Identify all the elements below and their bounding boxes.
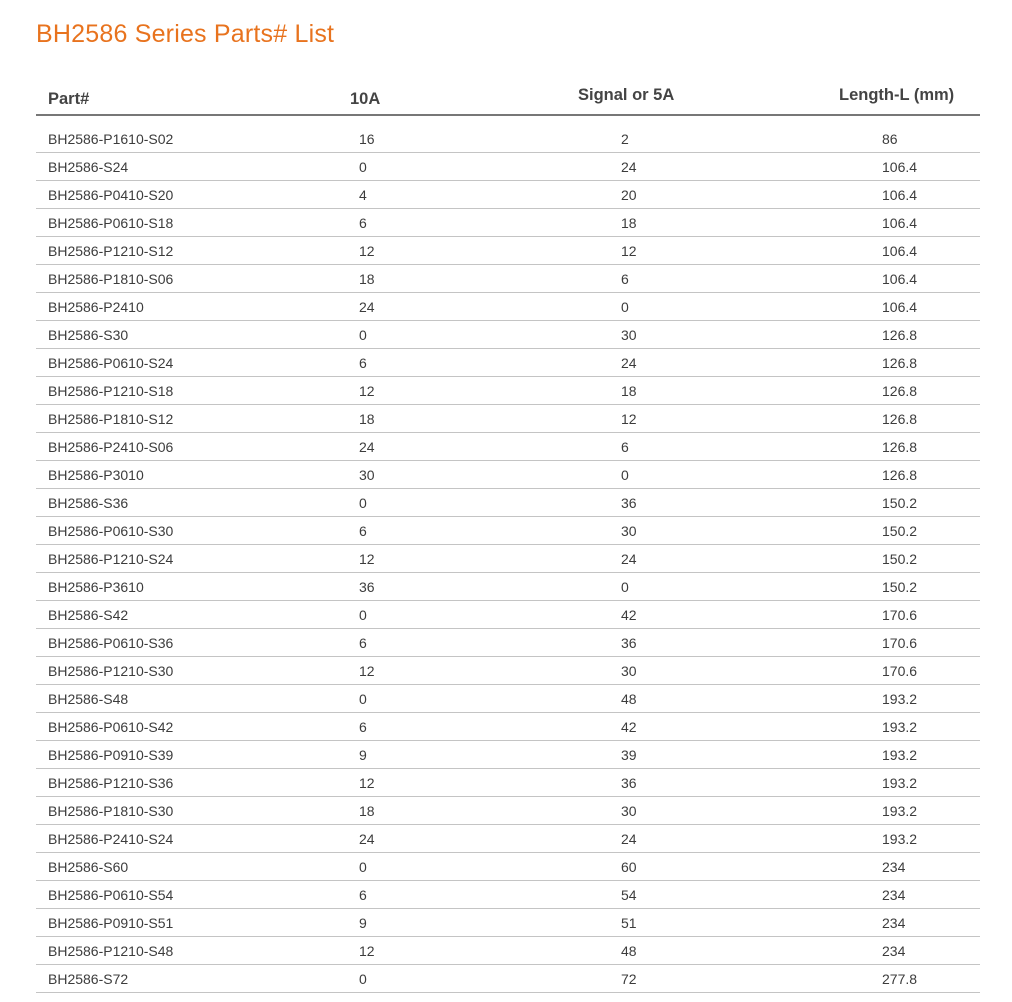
length-cell: 106.4 bbox=[882, 243, 918, 259]
part-number-cell: BH2586-P1210-S48 bbox=[48, 943, 174, 959]
length-cell: 170.6 bbox=[882, 663, 918, 679]
length-cell: 193.2 bbox=[882, 831, 918, 847]
table-row bbox=[36, 209, 980, 237]
length-cell: 277.8 bbox=[882, 971, 918, 987]
count-10a-cell: 6 bbox=[359, 215, 367, 231]
count-signal-cell: 6 bbox=[621, 439, 629, 455]
part-number-cell: BH2586-P1810-S12 bbox=[48, 411, 174, 427]
length-cell: 193.2 bbox=[882, 775, 918, 791]
length-cell: 234 bbox=[882, 943, 906, 959]
table-row bbox=[36, 881, 980, 909]
part-number-cell: BH2586-P0910-S39 bbox=[48, 747, 174, 763]
count-signal-cell: 39 bbox=[621, 747, 637, 763]
part-number-cell: BH2586-P3610 bbox=[48, 579, 144, 595]
count-10a-cell: 6 bbox=[359, 719, 367, 735]
length-cell: 193.2 bbox=[882, 747, 918, 763]
count-10a-cell: 0 bbox=[359, 971, 367, 987]
part-number-cell: BH2586-P1610-S02 bbox=[48, 131, 174, 147]
count-signal-cell: 48 bbox=[621, 943, 637, 959]
count-signal-cell: 42 bbox=[621, 719, 637, 735]
length-cell: 106.4 bbox=[882, 187, 918, 203]
part-number-cell: BH2586-P1210-S36 bbox=[48, 775, 174, 791]
part-number-cell: BH2586-P0910-S51 bbox=[48, 915, 174, 931]
length-cell: 126.8 bbox=[882, 439, 918, 455]
table-row bbox=[36, 125, 980, 153]
count-signal-cell: 48 bbox=[621, 691, 637, 707]
length-cell: 126.8 bbox=[882, 383, 918, 399]
part-number-cell: BH2586-P1810-S06 bbox=[48, 271, 174, 287]
table-row bbox=[36, 601, 980, 629]
length-cell: 150.2 bbox=[882, 579, 918, 595]
count-10a-cell: 12 bbox=[359, 775, 375, 791]
count-10a-cell: 16 bbox=[359, 131, 375, 147]
count-10a-cell: 9 bbox=[359, 915, 367, 931]
count-signal-cell: 60 bbox=[621, 859, 637, 875]
length-cell: 126.8 bbox=[882, 467, 918, 483]
part-number-cell: BH2586-S30 bbox=[48, 327, 129, 343]
part-number-cell: BH2586-P1210-S12 bbox=[48, 243, 174, 259]
count-signal-cell: 51 bbox=[621, 915, 637, 931]
count-signal-cell: 54 bbox=[621, 887, 637, 903]
table-body bbox=[36, 125, 980, 993]
part-number-cell: BH2586-P2410-S06 bbox=[48, 439, 174, 455]
table-row bbox=[36, 685, 980, 713]
length-cell: 106.4 bbox=[882, 159, 918, 175]
part-number-cell: BH2586-P1810-S30 bbox=[48, 803, 174, 819]
length-cell: 106.4 bbox=[882, 271, 918, 287]
length-cell: 106.4 bbox=[882, 215, 918, 231]
part-number-cell: BH2586-P1210-S18 bbox=[48, 383, 174, 399]
count-signal-cell: 18 bbox=[621, 215, 637, 231]
count-signal-cell: 0 bbox=[621, 299, 629, 315]
count-10a-cell: 36 bbox=[359, 579, 375, 595]
count-10a-cell: 18 bbox=[359, 271, 375, 287]
count-10a-cell: 0 bbox=[359, 607, 367, 623]
table-row bbox=[36, 489, 980, 517]
count-10a-cell: 12 bbox=[359, 551, 375, 567]
count-signal-cell: 24 bbox=[621, 159, 637, 175]
part-number-cell: BH2586-P2410 bbox=[48, 299, 144, 315]
length-cell: 170.6 bbox=[882, 635, 918, 651]
table-row bbox=[36, 461, 980, 489]
length-cell: 234 bbox=[882, 915, 906, 931]
count-signal-cell: 42 bbox=[621, 607, 637, 623]
part-number-cell: BH2586-P1210-S30 bbox=[48, 663, 174, 679]
table-row bbox=[36, 713, 980, 741]
count-signal-cell: 24 bbox=[621, 551, 637, 567]
count-signal-cell: 30 bbox=[621, 663, 637, 679]
table-row bbox=[36, 937, 980, 965]
table-row bbox=[36, 629, 980, 657]
count-signal-cell: 12 bbox=[621, 411, 637, 427]
count-10a-cell: 18 bbox=[359, 803, 375, 819]
count-10a-cell: 6 bbox=[359, 635, 367, 651]
count-signal-cell: 0 bbox=[621, 467, 629, 483]
table-row bbox=[36, 769, 980, 797]
table-row bbox=[36, 825, 980, 853]
count-10a-cell: 12 bbox=[359, 243, 375, 259]
count-signal-cell: 24 bbox=[621, 355, 637, 371]
header-part: Part# bbox=[48, 90, 90, 108]
table-row bbox=[36, 377, 980, 405]
count-10a-cell: 6 bbox=[359, 355, 367, 371]
count-10a-cell: 24 bbox=[359, 439, 375, 455]
table-row bbox=[36, 181, 980, 209]
count-signal-cell: 72 bbox=[621, 971, 637, 987]
part-number-cell: BH2586-P0610-S54 bbox=[48, 887, 174, 903]
part-number-cell: BH2586-S42 bbox=[48, 607, 129, 623]
part-number-cell: BH2586-P0610-S18 bbox=[48, 215, 174, 231]
length-cell: 106.4 bbox=[882, 299, 918, 315]
count-signal-cell: 36 bbox=[621, 635, 637, 651]
table-row bbox=[36, 293, 980, 321]
table-row bbox=[36, 405, 980, 433]
count-10a-cell: 0 bbox=[359, 691, 367, 707]
length-cell: 126.8 bbox=[882, 355, 918, 371]
length-cell: 193.2 bbox=[882, 691, 918, 707]
count-10a-cell: 24 bbox=[359, 831, 375, 847]
part-number-cell: BH2586-S60 bbox=[48, 859, 129, 875]
count-10a-cell: 0 bbox=[359, 159, 367, 175]
length-cell: 193.2 bbox=[882, 803, 918, 819]
table-row bbox=[36, 153, 980, 181]
length-cell: 193.2 bbox=[882, 719, 918, 735]
count-signal-cell: 6 bbox=[621, 271, 629, 287]
count-10a-cell: 6 bbox=[359, 523, 367, 539]
part-number-cell: BH2586-P1210-S24 bbox=[48, 551, 174, 567]
count-10a-cell: 12 bbox=[359, 943, 375, 959]
table-row bbox=[36, 573, 980, 601]
count-signal-cell: 24 bbox=[621, 831, 637, 847]
count-10a-cell: 6 bbox=[359, 887, 367, 903]
count-10a-cell: 12 bbox=[359, 383, 375, 399]
count-10a-cell: 30 bbox=[359, 467, 375, 483]
table-row bbox=[36, 265, 980, 293]
table-row bbox=[36, 349, 980, 377]
table-row bbox=[36, 321, 980, 349]
table-header bbox=[36, 72, 980, 116]
length-cell: 170.6 bbox=[882, 607, 918, 623]
table-row bbox=[36, 741, 980, 769]
length-cell: 234 bbox=[882, 887, 906, 903]
part-number-cell: BH2586-P2410-S24 bbox=[48, 831, 174, 847]
part-number-cell: BH2586-S24 bbox=[48, 159, 129, 175]
length-cell: 86 bbox=[882, 131, 898, 147]
table-row bbox=[36, 657, 980, 685]
count-10a-cell: 9 bbox=[359, 747, 367, 763]
table-row bbox=[36, 237, 980, 265]
count-10a-cell: 0 bbox=[359, 495, 367, 511]
length-cell: 150.2 bbox=[882, 495, 918, 511]
part-number-cell: BH2586-P3010 bbox=[48, 467, 144, 483]
table-row bbox=[36, 909, 980, 937]
length-cell: 126.8 bbox=[882, 411, 918, 427]
part-number-cell: BH2586-P0610-S24 bbox=[48, 355, 174, 371]
count-signal-cell: 36 bbox=[621, 495, 637, 511]
count-signal-cell: 20 bbox=[621, 187, 637, 203]
count-signal-cell: 0 bbox=[621, 579, 629, 595]
header-length: Length-L (mm) bbox=[839, 86, 955, 104]
count-signal-cell: 30 bbox=[621, 803, 637, 819]
part-number-cell: BH2586-P0410-S20 bbox=[48, 187, 174, 203]
count-10a-cell: 0 bbox=[359, 327, 367, 343]
part-number-cell: BH2586-P0610-S36 bbox=[48, 635, 174, 651]
count-signal-cell: 12 bbox=[621, 243, 637, 259]
count-signal-cell: 36 bbox=[621, 775, 637, 791]
table-row bbox=[36, 965, 980, 993]
count-signal-cell: 30 bbox=[621, 523, 637, 539]
table-row bbox=[36, 853, 980, 881]
part-number-cell: BH2586-S48 bbox=[48, 691, 129, 707]
count-10a-cell: 18 bbox=[359, 411, 375, 427]
table-row bbox=[36, 517, 980, 545]
part-number-cell: BH2586-S72 bbox=[48, 971, 129, 987]
header-10a: 10A bbox=[350, 90, 381, 108]
count-signal-cell: 18 bbox=[621, 383, 637, 399]
length-cell: 126.8 bbox=[882, 327, 918, 343]
count-10a-cell: 24 bbox=[359, 299, 375, 315]
count-10a-cell: 4 bbox=[359, 187, 367, 203]
count-10a-cell: 0 bbox=[359, 859, 367, 875]
length-cell: 234 bbox=[882, 859, 906, 875]
header-signal: Signal or 5A bbox=[578, 86, 675, 104]
count-10a-cell: 12 bbox=[359, 663, 375, 679]
length-cell: 150.2 bbox=[882, 523, 918, 539]
table-row bbox=[36, 545, 980, 573]
count-signal-cell: 30 bbox=[621, 327, 637, 343]
page-title: BH2586 Series Parts# List bbox=[36, 20, 335, 48]
parts-table bbox=[36, 72, 980, 993]
part-number-cell: BH2586-P0610-S30 bbox=[48, 523, 174, 539]
table-row bbox=[36, 433, 980, 461]
table-row bbox=[36, 797, 980, 825]
count-signal-cell: 2 bbox=[621, 131, 629, 147]
part-number-cell: BH2586-P0610-S42 bbox=[48, 719, 174, 735]
part-number-cell: BH2586-S36 bbox=[48, 495, 129, 511]
length-cell: 150.2 bbox=[882, 551, 918, 567]
